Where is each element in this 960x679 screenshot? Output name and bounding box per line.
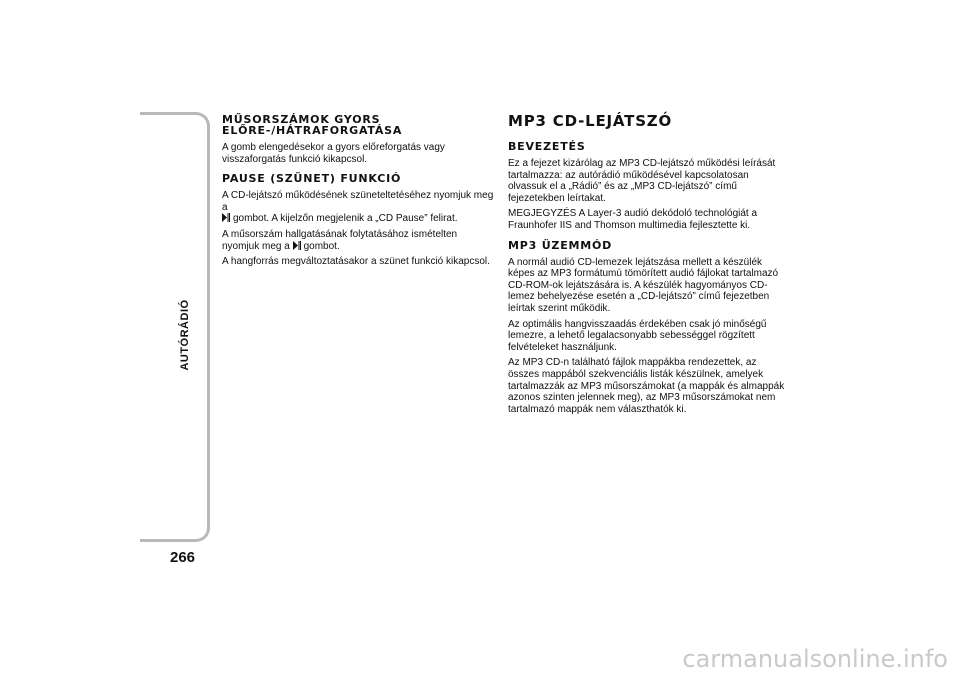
section-title [222, 114, 497, 136]
section-title: PAUSE (SZÜNET) FUNKCIÓ [222, 172, 402, 186]
section-introduction [508, 141, 788, 232]
text-after-icon: gombot. A kijelzőn megjelenik a „CD Pause” felirat. [233, 213, 458, 225]
section-label: AUTÓRÁDIÓ [179, 299, 191, 371]
section-title: BEVEZETÉS [508, 140, 586, 153]
text-before-icon: A CD-lejátszó működésének szüneteltetéséhez nyomjuk meg a [222, 190, 494, 213]
paragraph [222, 190, 497, 225]
sidebar-tab [140, 112, 210, 542]
page-number: 266 [170, 549, 196, 566]
paragraph: Az MP3 CD-n található fájlok mappákba rendezettek, az összes mappából szekvenciális listák készülnek, amelyek tartalmazzák az MP3 műsorszámokat (a mappák és almappák azonos szinten jelennek meg), az MP3 műsorszámokat nem tartalmazó mappák nem választhatók ki. [508, 357, 785, 415]
section-fast-forward [222, 114, 497, 165]
main-title: MP3 CD-LEJÁTSZÓ [508, 112, 673, 130]
text-before-icon: A műsorszám hallgatásának folytatásához ismételten nyomjuk meg a [222, 228, 458, 252]
paragraph: A gomb elengedésekor a gyors előreforgatás vagy visszaforgatás funkció kikapcsol. [222, 142, 445, 165]
left-column [222, 114, 497, 276]
play-pause-icon [222, 213, 230, 222]
section-mp3-mode [508, 240, 788, 416]
paragraph: A hangforrás megváltoztatásakor a szünet funkció kikapcsol. [222, 256, 490, 268]
title-line-1: MŰSORSZÁMOK GYORS [222, 113, 381, 126]
watermark: carmanualsonline.info [682, 645, 948, 673]
paragraph: Ez a fejezet kizárólag az MP3 CD-lejátszó működési leírását tartalmazza: az autórádió működésével kapcsolatosan olvassuk el a „Rádió” és az „MP3 CD-lejátszó” című fejezetekben leírtakat. [508, 158, 776, 204]
text-after-icon: gombot. [303, 240, 340, 252]
title-line-2: ELŐRE-/HÁTRAFORGATÁSA [222, 124, 403, 137]
paragraph: MEGJEGYZÉS A Layer-3 audió dekódoló technológiát a Fraunhofer IIS and Thomson multimedia fejlesztette ki. [508, 208, 758, 231]
paragraph [222, 229, 497, 252]
paragraph: Az optimális hangvisszaadás érdekében csak jó minőségű lemezre, a lehető legalacsonyabb sebességgel rögzített felvételeket használjunk. [508, 318, 767, 353]
section-title: MP3 ÜZEMMÓD [508, 238, 613, 252]
paragraph: A normál audió CD-lemezek lejátszása mellett a készülék képes az MP3 formátumú tömörített audió fájlokat tartalmazó CD-ROM-ok lejátszására is. A készülék hagyományos CD-lemez behelyezése esetén a „CD-lejátszó” című fejezetben leírtak szerint működik. [508, 256, 779, 314]
right-column [508, 114, 788, 423]
section-pause [222, 173, 497, 268]
play-pause-icon [293, 241, 301, 250]
